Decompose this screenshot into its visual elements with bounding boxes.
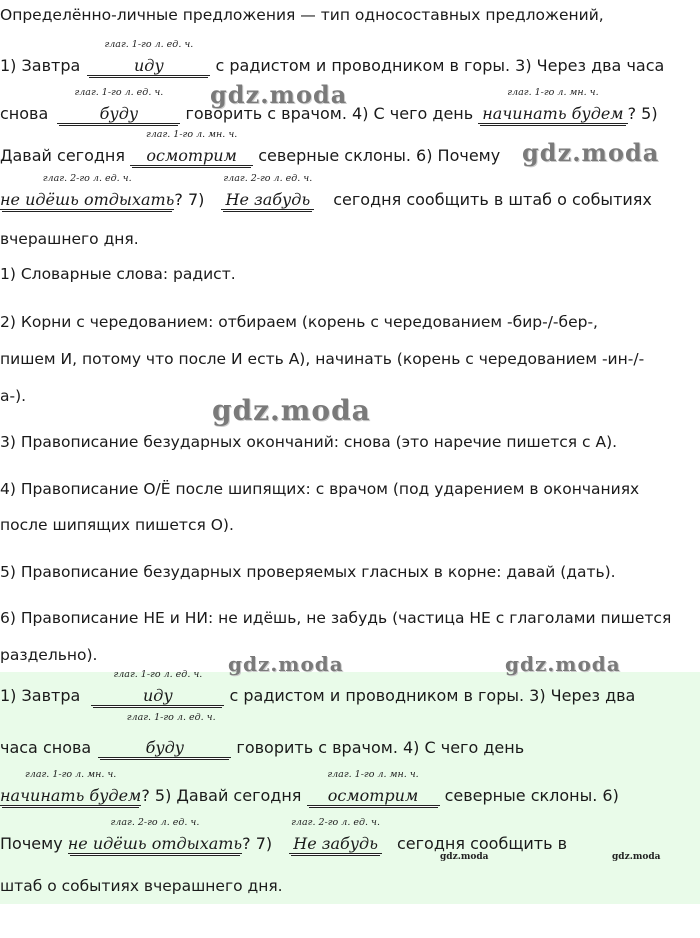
- verb-word: осмотрим: [130, 146, 253, 166]
- grammar-annotation: глаг. 1-го л. ед. ч.: [104, 39, 194, 50]
- text-segment: 1) Завтра: [0, 686, 81, 705]
- block1-line4: [0, 173, 700, 210]
- note-line: раздельно).: [0, 646, 98, 664]
- text-segment: 1) Завтра: [0, 56, 81, 75]
- underlined-verb: [221, 173, 314, 210]
- note-line: 4) Правописание О/Ё после шипящих: с врачом (под ударением в окончаниях: [0, 480, 640, 498]
- text-segment: сегодня сообщить в: [397, 834, 568, 853]
- verb-word: не идёшь отдыхать: [67, 834, 243, 853]
- text-segment: говорить с врачом. 4) С чего день: [236, 738, 525, 757]
- verb-word: начинать будем: [0, 786, 142, 805]
- text-segment: снова: [0, 104, 49, 123]
- watermark: gdz.moda: [505, 652, 621, 676]
- underlined-verb: [91, 669, 224, 723]
- note-line: 2) Корни с чередованием: отбираем (корень с чередованием -бир-/-бер-,: [0, 313, 598, 331]
- note-line: после шипящих пишется О).: [0, 516, 234, 534]
- verb-word: не идёшь отдыхать: [0, 190, 175, 209]
- underlined-verb: [130, 129, 253, 166]
- verb-word: осмотрим: [307, 786, 440, 806]
- underlined-verb: [478, 87, 627, 124]
- note-line: пишем И, потому что после И есть А), начинать (корень с чередованием -ин-/-: [0, 350, 645, 368]
- text-segment: ? 5) Давай сегодня: [141, 786, 302, 805]
- block1-line1: [0, 39, 700, 76]
- watermark: gdz.moda: [212, 394, 371, 427]
- grammar-annotation: глаг. 1-го л. мн. ч.: [327, 769, 419, 780]
- underlined-verb: [0, 769, 142, 806]
- intro-line: Определённо-личные предложения — тип односоставных предложений,: [0, 6, 604, 24]
- block1-line5: вчерашнего дня.: [0, 230, 139, 248]
- block2-line5: штаб о событиях вчерашнего дня.: [0, 877, 283, 895]
- text-segment: северные склоны. 6) Почему: [258, 146, 501, 165]
- grammar-annotation: глаг. 1-го л. мн. ч.: [24, 769, 117, 780]
- verb-word: буду: [57, 104, 180, 124]
- note-line: а-).: [0, 387, 27, 405]
- verb-word: Не забудь: [289, 834, 382, 854]
- underlined-verb: [57, 87, 180, 124]
- verb-word: иду: [87, 56, 210, 76]
- note-line: 6) Правописание НЕ и НИ: не идёшь, не забудь (частица НЕ с глаголами пишется: [0, 609, 672, 627]
- text-segment: сегодня сообщить в штаб о событиях: [333, 190, 652, 209]
- text-segment: северные склоны. 6): [444, 786, 619, 805]
- note-line: 3) Правописание безударных окончаний: снова (это наречие пишется с А).: [0, 433, 618, 451]
- note-line: 5) Правописание безударных проверяемых гласных в корне: давай (дать).: [0, 563, 616, 581]
- underlined-verb: [289, 817, 382, 854]
- grammar-annotation: глаг. 1-го л. ед. ч.: [113, 669, 203, 680]
- grammar-annotation: глаг. 2-го л. ед. ч.: [291, 817, 380, 828]
- block2-line1: [0, 669, 700, 723]
- text-segment: ? 7): [174, 190, 205, 209]
- text-segment: ? 5): [627, 104, 658, 123]
- note-line: 1) Словарные слова: радист.: [0, 265, 236, 283]
- text-segment: часа снова: [0, 738, 92, 757]
- text-segment: Давай сегодня: [0, 146, 126, 165]
- underlined-verb: [98, 738, 231, 758]
- block2-line3: [0, 769, 700, 806]
- underlined-verb: [0, 173, 175, 210]
- text-segment: с радистом и проводником в горы. 3) Через два часа: [215, 56, 665, 75]
- text-segment: с радистом и проводником в горы. 3) Через два: [229, 686, 636, 705]
- verb-word: Не забудь: [221, 190, 314, 210]
- grammar-annotation: глаг. 1-го л. ед. ч.: [74, 87, 164, 98]
- text-segment: Почему: [0, 834, 63, 853]
- grammar-annotation: глаг. 2-го л. ед. ч.: [42, 173, 132, 184]
- grammar-annotation: глаг. 1-го л. ед. ч.: [126, 712, 216, 723]
- watermark: gdz.moda: [228, 652, 344, 676]
- verb-word: начинать будем: [478, 104, 627, 124]
- grammar-annotation: глаг. 2-го л. ед. ч.: [110, 817, 200, 828]
- verb-word: иду: [91, 686, 224, 706]
- grammar-annotation: глаг. 2-го л. ед. ч.: [223, 173, 313, 184]
- block2-line4: [0, 817, 700, 854]
- watermark: gdz.moda: [522, 138, 660, 167]
- block2-line2: [0, 738, 700, 758]
- underlined-verb: [67, 817, 243, 854]
- underlined-verb: [87, 39, 210, 76]
- watermark: gdz.moda: [440, 852, 489, 862]
- grammar-annotation: глаг. 1-го л. мн. ч.: [145, 129, 238, 140]
- text-segment: говорить с врачом. 4) С чего день: [185, 104, 474, 123]
- grammar-annotation: глаг. 1-го л. мн. ч.: [507, 87, 599, 98]
- underlined-verb: [307, 769, 440, 806]
- text-segment: ? 7): [242, 834, 273, 853]
- verb-word: буду: [98, 738, 231, 758]
- watermark: gdz.moda: [210, 80, 348, 109]
- watermark: gdz.moda: [612, 852, 661, 862]
